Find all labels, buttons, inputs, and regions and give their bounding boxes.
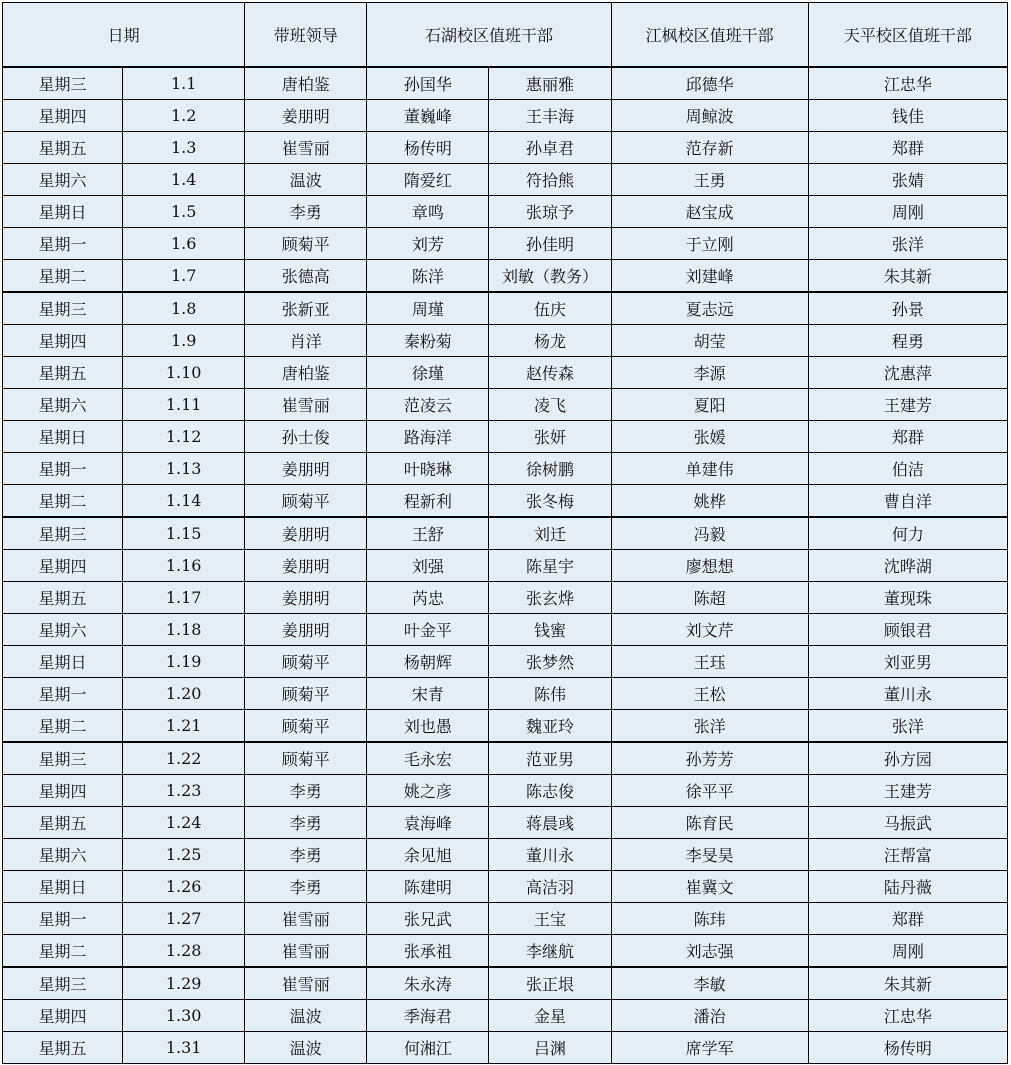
table-row	[3, 325, 1008, 357]
header-jiangfeng-campus: 江枫校区值班干部	[611, 3, 808, 68]
cell-weekday: 星期一	[3, 453, 123, 485]
cell-shihu-officer-1: 姚之彦	[367, 775, 489, 807]
cell-weekday: 星期二	[3, 485, 123, 518]
cell-date: 1.16	[123, 550, 245, 582]
cell-shihu-officer-1: 叶金平	[367, 614, 489, 646]
cell-leader: 肖洋	[245, 325, 367, 357]
cell-tianping-officer: 张婧	[808, 164, 1007, 196]
cell-shihu-officer-2: 董川永	[489, 839, 611, 871]
cell-jiangfeng-officer: 陈玮	[611, 903, 808, 935]
cell-jiangfeng-officer: 陈育民	[611, 807, 808, 839]
table-row	[3, 517, 1008, 550]
cell-shihu-officer-2: 陈星宇	[489, 550, 611, 582]
cell-tianping-officer: 钱佳	[808, 100, 1007, 132]
cell-date: 1.3	[123, 132, 245, 164]
cell-shihu-officer-1: 张兄武	[367, 903, 489, 935]
cell-tianping-officer: 董现珠	[808, 582, 1007, 614]
cell-jiangfeng-officer: 王勇	[611, 164, 808, 196]
cell-date: 1.28	[123, 935, 245, 968]
cell-tianping-officer: 陆丹薇	[808, 871, 1007, 903]
cell-shihu-officer-2: 伍庆	[489, 292, 611, 325]
cell-leader: 张德高	[245, 260, 367, 293]
cell-tianping-officer: 顾银君	[808, 614, 1007, 646]
cell-leader: 顾菊平	[245, 678, 367, 710]
table-row	[3, 967, 1008, 1000]
table-row	[3, 1032, 1008, 1064]
cell-shihu-officer-1: 季海君	[367, 1000, 489, 1032]
cell-shihu-officer-1: 徐瑾	[367, 357, 489, 389]
cell-shihu-officer-1: 宋青	[367, 678, 489, 710]
cell-date: 1.10	[123, 357, 245, 389]
cell-weekday: 星期日	[3, 646, 123, 678]
cell-shihu-officer-2: 陈伟	[489, 678, 611, 710]
cell-date: 1.4	[123, 164, 245, 196]
cell-weekday: 星期三	[3, 67, 123, 100]
header-leader: 带班领导	[245, 3, 367, 68]
cell-jiangfeng-officer: 夏志远	[611, 292, 808, 325]
cell-tianping-officer: 王建芳	[808, 389, 1007, 421]
cell-shihu-officer-2: 钱蜜	[489, 614, 611, 646]
cell-tianping-officer: 王建芳	[808, 775, 1007, 807]
cell-date: 1.21	[123, 710, 245, 743]
cell-shihu-officer-2: 凌飞	[489, 389, 611, 421]
cell-weekday: 星期日	[3, 421, 123, 453]
cell-weekday: 星期日	[3, 196, 123, 228]
cell-date: 1.13	[123, 453, 245, 485]
cell-tianping-officer: 孙方园	[808, 742, 1007, 775]
cell-tianping-officer: 程勇	[808, 325, 1007, 357]
cell-leader: 李勇	[245, 871, 367, 903]
cell-shihu-officer-2: 张正垠	[489, 967, 611, 1000]
cell-date: 1.26	[123, 871, 245, 903]
cell-shihu-officer-1: 隋爱红	[367, 164, 489, 196]
cell-tianping-officer: 江忠华	[808, 1000, 1007, 1032]
cell-leader: 崔雪丽	[245, 132, 367, 164]
cell-date: 1.12	[123, 421, 245, 453]
cell-shihu-officer-2: 张玄烨	[489, 582, 611, 614]
cell-shihu-officer-1: 陈洋	[367, 260, 489, 293]
table-row	[3, 807, 1008, 839]
table-row	[3, 903, 1008, 935]
cell-shihu-officer-2: 徐树鹏	[489, 453, 611, 485]
cell-jiangfeng-officer: 徐平平	[611, 775, 808, 807]
cell-weekday: 星期三	[3, 292, 123, 325]
cell-shihu-officer-2: 张梦然	[489, 646, 611, 678]
cell-shihu-officer-2: 李继航	[489, 935, 611, 968]
cell-date: 1.17	[123, 582, 245, 614]
cell-date: 1.29	[123, 967, 245, 1000]
cell-shihu-officer-1: 王舒	[367, 517, 489, 550]
cell-date: 1.25	[123, 839, 245, 871]
cell-jiangfeng-officer: 李敏	[611, 967, 808, 1000]
cell-weekday: 星期六	[3, 164, 123, 196]
cell-date: 1.23	[123, 775, 245, 807]
cell-date: 1.8	[123, 292, 245, 325]
cell-tianping-officer: 马振武	[808, 807, 1007, 839]
cell-leader: 顾菊平	[245, 646, 367, 678]
table-row	[3, 196, 1008, 228]
cell-weekday: 星期五	[3, 582, 123, 614]
cell-date: 1.9	[123, 325, 245, 357]
cell-weekday: 星期二	[3, 260, 123, 293]
cell-weekday: 星期三	[3, 742, 123, 775]
cell-leader: 崔雪丽	[245, 903, 367, 935]
cell-shihu-officer-1: 余见旭	[367, 839, 489, 871]
cell-shihu-officer-2: 张琼予	[489, 196, 611, 228]
table-row	[3, 1000, 1008, 1032]
table-row	[3, 678, 1008, 710]
cell-weekday: 星期二	[3, 935, 123, 968]
header-shihu-campus: 石湖校区值班干部	[367, 3, 611, 68]
cell-shihu-officer-1: 毛永宏	[367, 742, 489, 775]
cell-shihu-officer-1: 何湘江	[367, 1032, 489, 1064]
cell-leader: 崔雪丽	[245, 967, 367, 1000]
cell-shihu-officer-1: 张承祖	[367, 935, 489, 968]
cell-jiangfeng-officer: 崔冀文	[611, 871, 808, 903]
cell-leader: 唐柏鉴	[245, 357, 367, 389]
cell-weekday: 星期四	[3, 550, 123, 582]
cell-leader: 李勇	[245, 839, 367, 871]
cell-weekday: 星期四	[3, 1000, 123, 1032]
cell-leader: 温波	[245, 1032, 367, 1064]
cell-date: 1.20	[123, 678, 245, 710]
cell-shihu-officer-1: 杨朝辉	[367, 646, 489, 678]
cell-date: 1.27	[123, 903, 245, 935]
table-row	[3, 132, 1008, 164]
cell-jiangfeng-officer: 赵宝成	[611, 196, 808, 228]
cell-tianping-officer: 朱其新	[808, 967, 1007, 1000]
cell-shihu-officer-2: 孙佳明	[489, 228, 611, 260]
cell-jiangfeng-officer: 邱德华	[611, 67, 808, 100]
cell-leader: 姜朋明	[245, 550, 367, 582]
cell-tianping-officer: 沈晔湖	[808, 550, 1007, 582]
cell-shihu-officer-2: 孙卓君	[489, 132, 611, 164]
cell-date: 1.22	[123, 742, 245, 775]
cell-weekday: 星期五	[3, 132, 123, 164]
table-header	[3, 3, 1008, 68]
cell-leader: 唐柏鉴	[245, 67, 367, 100]
table-row	[3, 67, 1008, 100]
cell-date: 1.7	[123, 260, 245, 293]
cell-leader: 李勇	[245, 775, 367, 807]
cell-date: 1.5	[123, 196, 245, 228]
cell-tianping-officer: 周刚	[808, 196, 1007, 228]
cell-shihu-officer-2: 金星	[489, 1000, 611, 1032]
table-row	[3, 582, 1008, 614]
cell-tianping-officer: 郑群	[808, 903, 1007, 935]
cell-shihu-officer-2: 刘敏（教务）	[489, 260, 611, 293]
cell-tianping-officer: 郑群	[808, 421, 1007, 453]
cell-tianping-officer: 董川永	[808, 678, 1007, 710]
cell-tianping-officer: 张洋	[808, 228, 1007, 260]
cell-shihu-officer-1: 朱永涛	[367, 967, 489, 1000]
cell-jiangfeng-officer: 于立刚	[611, 228, 808, 260]
cell-shihu-officer-1: 叶晓琳	[367, 453, 489, 485]
cell-shihu-officer-2: 吕渊	[489, 1032, 611, 1064]
cell-weekday: 星期一	[3, 228, 123, 260]
cell-jiangfeng-officer: 潘治	[611, 1000, 808, 1032]
cell-tianping-officer: 伯洁	[808, 453, 1007, 485]
cell-jiangfeng-officer: 刘文芹	[611, 614, 808, 646]
table-row	[3, 935, 1008, 968]
cell-weekday: 星期四	[3, 100, 123, 132]
table-row	[3, 646, 1008, 678]
cell-date: 1.18	[123, 614, 245, 646]
cell-leader: 顾菊平	[245, 485, 367, 518]
cell-leader: 顾菊平	[245, 742, 367, 775]
cell-leader: 温波	[245, 164, 367, 196]
cell-tianping-officer: 张洋	[808, 710, 1007, 743]
cell-leader: 李勇	[245, 196, 367, 228]
cell-shihu-officer-2: 刘迁	[489, 517, 611, 550]
cell-weekday: 星期四	[3, 325, 123, 357]
cell-jiangfeng-officer: 李旻昊	[611, 839, 808, 871]
cell-date: 1.19	[123, 646, 245, 678]
table-row	[3, 839, 1008, 871]
cell-shihu-officer-1: 程新利	[367, 485, 489, 518]
cell-jiangfeng-officer: 刘志强	[611, 935, 808, 968]
cell-shihu-officer-2: 张冬梅	[489, 485, 611, 518]
cell-date: 1.6	[123, 228, 245, 260]
cell-weekday: 星期五	[3, 357, 123, 389]
table-row	[3, 614, 1008, 646]
cell-weekday: 星期一	[3, 903, 123, 935]
cell-leader: 姜朋明	[245, 582, 367, 614]
cell-weekday: 星期三	[3, 517, 123, 550]
cell-leader: 崔雪丽	[245, 389, 367, 421]
cell-shihu-officer-2: 王宝	[489, 903, 611, 935]
cell-jiangfeng-officer: 冯毅	[611, 517, 808, 550]
table-row	[3, 775, 1008, 807]
cell-tianping-officer: 杨传明	[808, 1032, 1007, 1064]
cell-date: 1.30	[123, 1000, 245, 1032]
cell-shihu-officer-2: 赵传森	[489, 357, 611, 389]
cell-shihu-officer-2: 张妍	[489, 421, 611, 453]
cell-jiangfeng-officer: 王松	[611, 678, 808, 710]
cell-jiangfeng-officer: 孙芳芳	[611, 742, 808, 775]
header-row	[3, 3, 1008, 68]
cell-shihu-officer-1: 秦粉菊	[367, 325, 489, 357]
cell-jiangfeng-officer: 廖想想	[611, 550, 808, 582]
cell-jiangfeng-officer: 陈超	[611, 582, 808, 614]
cell-weekday: 星期六	[3, 389, 123, 421]
cell-shihu-officer-2: 范亚男	[489, 742, 611, 775]
cell-jiangfeng-officer: 夏阳	[611, 389, 808, 421]
cell-weekday: 星期五	[3, 1032, 123, 1064]
cell-tianping-officer: 刘亚男	[808, 646, 1007, 678]
table-row	[3, 357, 1008, 389]
table-row	[3, 550, 1008, 582]
table-row	[3, 389, 1008, 421]
cell-tianping-officer: 何力	[808, 517, 1007, 550]
cell-weekday: 星期六	[3, 839, 123, 871]
cell-tianping-officer: 曹自洋	[808, 485, 1007, 518]
cell-shihu-officer-1: 芮忠	[367, 582, 489, 614]
cell-tianping-officer: 郑群	[808, 132, 1007, 164]
cell-leader: 姜朋明	[245, 614, 367, 646]
cell-weekday: 星期五	[3, 807, 123, 839]
header-date: 日期	[3, 3, 245, 68]
cell-tianping-officer: 沈惠萍	[808, 357, 1007, 389]
cell-jiangfeng-officer: 刘建峰	[611, 260, 808, 293]
cell-shihu-officer-1: 杨传明	[367, 132, 489, 164]
cell-tianping-officer: 朱其新	[808, 260, 1007, 293]
cell-leader: 崔雪丽	[245, 935, 367, 968]
cell-shihu-officer-2: 杨龙	[489, 325, 611, 357]
cell-tianping-officer: 江忠华	[808, 67, 1007, 100]
table-row	[3, 485, 1008, 518]
cell-leader: 姜朋明	[245, 517, 367, 550]
cell-date: 1.11	[123, 389, 245, 421]
cell-weekday: 星期四	[3, 775, 123, 807]
cell-shihu-officer-1: 周瑾	[367, 292, 489, 325]
cell-shihu-officer-1: 陈建明	[367, 871, 489, 903]
cell-shihu-officer-2: 陈志俊	[489, 775, 611, 807]
cell-shihu-officer-2: 王丰海	[489, 100, 611, 132]
table-row	[3, 421, 1008, 453]
cell-jiangfeng-officer: 张媛	[611, 421, 808, 453]
cell-jiangfeng-officer: 席学军	[611, 1032, 808, 1064]
cell-shihu-officer-1: 范凌云	[367, 389, 489, 421]
cell-shihu-officer-1: 董巍峰	[367, 100, 489, 132]
table-body	[3, 67, 1008, 1064]
cell-date: 1.2	[123, 100, 245, 132]
cell-jiangfeng-officer: 胡莹	[611, 325, 808, 357]
cell-leader: 张新亚	[245, 292, 367, 325]
cell-shihu-officer-1: 章鸣	[367, 196, 489, 228]
cell-jiangfeng-officer: 张洋	[611, 710, 808, 743]
cell-leader: 李勇	[245, 807, 367, 839]
cell-jiangfeng-officer: 李源	[611, 357, 808, 389]
table-row	[3, 260, 1008, 293]
cell-jiangfeng-officer: 单建伟	[611, 453, 808, 485]
cell-leader: 姜朋明	[245, 100, 367, 132]
cell-leader: 顾菊平	[245, 228, 367, 260]
cell-date: 1.15	[123, 517, 245, 550]
header-tianping-campus: 天平校区值班干部	[808, 3, 1007, 68]
cell-tianping-officer: 周刚	[808, 935, 1007, 968]
cell-weekday: 星期二	[3, 710, 123, 743]
cell-shihu-officer-1: 刘芳	[367, 228, 489, 260]
cell-leader: 姜朋明	[245, 453, 367, 485]
cell-date: 1.31	[123, 1032, 245, 1064]
table-row	[3, 742, 1008, 775]
table-row	[3, 228, 1008, 260]
table-row	[3, 100, 1008, 132]
cell-leader: 顾菊平	[245, 710, 367, 743]
cell-shihu-officer-1: 刘也愚	[367, 710, 489, 743]
cell-date: 1.14	[123, 485, 245, 518]
cell-weekday: 星期一	[3, 678, 123, 710]
cell-shihu-officer-2: 蒋晨彧	[489, 807, 611, 839]
cell-jiangfeng-officer: 姚桦	[611, 485, 808, 518]
duty-schedule-table	[2, 2, 1008, 1064]
table-row	[3, 710, 1008, 743]
cell-jiangfeng-officer: 王珏	[611, 646, 808, 678]
cell-date: 1.1	[123, 67, 245, 100]
cell-shihu-officer-1: 袁海峰	[367, 807, 489, 839]
cell-weekday: 星期日	[3, 871, 123, 903]
cell-shihu-officer-2: 惠丽雅	[489, 67, 611, 100]
cell-tianping-officer: 孙景	[808, 292, 1007, 325]
cell-shihu-officer-2: 符拾熊	[489, 164, 611, 196]
cell-weekday: 星期三	[3, 967, 123, 1000]
cell-weekday: 星期六	[3, 614, 123, 646]
cell-leader: 孙士俊	[245, 421, 367, 453]
cell-date: 1.24	[123, 807, 245, 839]
cell-jiangfeng-officer: 范存新	[611, 132, 808, 164]
cell-shihu-officer-2: 高洁羽	[489, 871, 611, 903]
cell-shihu-officer-1: 孙国华	[367, 67, 489, 100]
cell-shihu-officer-1: 路海洋	[367, 421, 489, 453]
cell-jiangfeng-officer: 周鲸波	[611, 100, 808, 132]
table-row	[3, 453, 1008, 485]
table-row	[3, 292, 1008, 325]
cell-tianping-officer: 汪帮富	[808, 839, 1007, 871]
table-row	[3, 871, 1008, 903]
table-row	[3, 164, 1008, 196]
cell-leader: 温波	[245, 1000, 367, 1032]
cell-shihu-officer-2: 魏亚玲	[489, 710, 611, 743]
cell-shihu-officer-1: 刘强	[367, 550, 489, 582]
